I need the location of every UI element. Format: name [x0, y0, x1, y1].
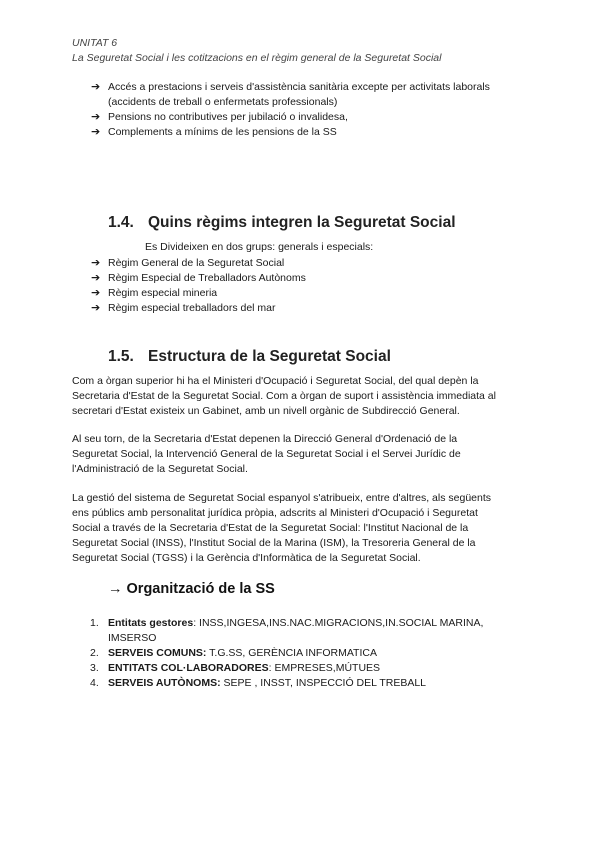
- paragraph: [72, 491, 532, 566]
- arrow-bullet-icon: ➔: [91, 81, 101, 93]
- section-title: Quins règims integren la Seguretat Social: [148, 214, 456, 231]
- paragraph-line: Seguretat Social (TGSS) i la Gerència d'Informàtica de la Seguretat Social.: [72, 552, 421, 564]
- item-text: SEPE , INSST, INSPECCIÓ DEL TREBALL: [220, 677, 427, 689]
- section-title: Estructura de la Seguretat Social: [148, 348, 391, 365]
- item-number: 3.: [90, 662, 99, 674]
- paragraph-line: Com a òrgan superior hi ha el Ministeri d'Ocupació i Seguretat Social, del qual depèn la: [72, 375, 479, 387]
- unit-label: UNITAT 6: [72, 37, 118, 49]
- list-item: Règim Especial de Treballadors Autònoms: [108, 272, 306, 284]
- paragraph-line: La gestió del sistema de Seguretat Social espanyol s'atribueix, entre d'altres, als següents: [72, 492, 492, 504]
- arrow-bullet-icon: ➔: [91, 126, 101, 138]
- section-heading-1-4: [108, 214, 456, 232]
- item-number: 2.: [90, 647, 99, 659]
- item-label: ENTITATS COL·LABORADORES: [108, 662, 269, 674]
- list-item: Règim especial mineria: [108, 287, 218, 299]
- section-number: 1.4.: [108, 214, 134, 231]
- arrow-bullet-icon: ➔: [91, 272, 101, 284]
- paragraph-line: secretari d'Estat existeix un Gabinet, amb un nivell orgànic de Subdirecció General.: [72, 405, 460, 417]
- item-label: Entitats gestores: [108, 617, 194, 629]
- paragraph-line: Seguretat Social, la Intervenció General de la Seguretat Social i el Servei Jurídic de: [72, 448, 461, 460]
- paragraph-line: Social a través de la Secretaria d'Estat de la Seguretat Social: l'Institut Nacional de la: [72, 522, 469, 534]
- item-text-continuation: IMSERSO: [108, 632, 157, 644]
- list-item: Pensions no contributives per jubilació o invalidesa,: [108, 111, 348, 123]
- section-heading-1-5: [108, 348, 391, 366]
- item-number: 1.: [90, 617, 99, 629]
- paragraph-line: Seguretat Social (INSS), l'Institut Social de la Marina (ISM), la Tresoreria General de la: [72, 537, 476, 549]
- item-text: T.G.SS, GERÈNCIA INFORMATICA: [206, 647, 377, 659]
- item-text: : EMPRESES,MÚTUES: [268, 662, 381, 674]
- arrow-bullet-icon: ➔: [91, 257, 101, 269]
- arrow-bullet-icon: ➔: [91, 111, 101, 123]
- paragraph-line: ens públics amb personalitat jurídica pròpia, adscrits al Ministeri d'Ocupació i Seguretat: [72, 507, 478, 519]
- ordered-list-item: [90, 661, 380, 676]
- ordered-list-item: [90, 646, 377, 661]
- item-label: SERVEIS COMUNS:: [108, 647, 207, 659]
- item-text: : INSS,INGESA,INS.NAC.MIGRACIONS,IN.SOCIAL MARINA,: [193, 617, 484, 629]
- paragraph-line: Secretaria d'Estat de la Seguretat Social. Com a òrgan de suport i assistència immediata al: [72, 390, 496, 402]
- paragraph-line: Al seu torn, de la Secretaria d'Estat depenen la Direcció General d'Ordenació de la: [72, 433, 458, 445]
- list-item: Règim General de la Seguretat Social: [108, 257, 285, 269]
- arrow-bullet-icon: ➔: [91, 287, 101, 299]
- ordered-list-item: [90, 616, 483, 646]
- paragraph: [72, 374, 532, 419]
- arrow-bullet-icon: ➔: [91, 302, 101, 314]
- list-item: Règim especial treballadors del mar: [108, 302, 276, 314]
- organitzacio-heading: → Organització de la SS: [108, 581, 275, 597]
- paragraph: [72, 432, 532, 477]
- section-intro: Es Divideixen en dos grups: generals i especials:: [145, 241, 374, 253]
- list-item: Complements a mínims de les pensions de la SS: [108, 126, 337, 138]
- list-item: Accés a prestacions i serveis d'assistència sanitària excepte per activitats laborals: [108, 81, 490, 93]
- section-number: 1.5.: [108, 348, 134, 365]
- item-number: 4.: [90, 677, 99, 689]
- item-label: SERVEIS AUTÒNOMS:: [108, 677, 221, 689]
- ordered-list-item: [90, 676, 426, 691]
- paragraph-line: l'Administració de la Seguretat Social.: [72, 463, 248, 475]
- list-item-continuation: (accidents de treball o enfermetats professionals): [108, 96, 338, 108]
- document-subtitle: La Seguretat Social i les cotitzacions en el règim general de la Seguretat Social: [72, 52, 442, 64]
